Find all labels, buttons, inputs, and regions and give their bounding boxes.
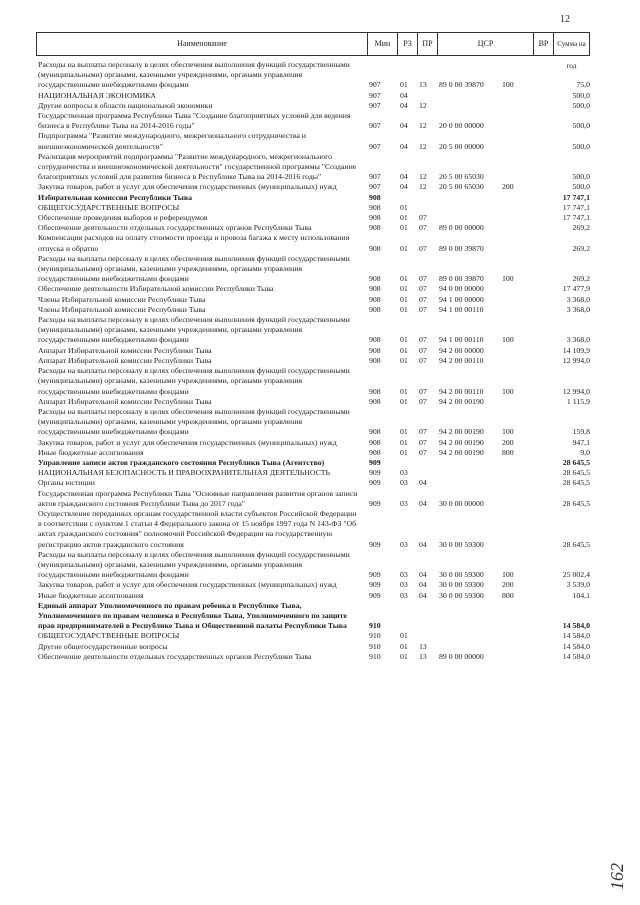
row-min: 909 (369, 478, 381, 488)
row-sum: 1 115,9 (566, 396, 590, 406)
row-rz: 01 (400, 274, 408, 284)
table-row (38, 601, 590, 632)
row-rz: 01 (400, 80, 408, 90)
table-row (38, 550, 590, 581)
row-name: Расходы на выплаты персоналу в целях обеспечения выполнения функций государственными (муниципальными) органами, казенными учреждениями, органами управления государственными внебюджетными фондами (38, 253, 350, 284)
row-pr: 07 (419, 437, 427, 447)
row-min: 908 (369, 427, 381, 437)
row-pr: 12 (419, 182, 427, 192)
row-vr: 100 (502, 274, 514, 284)
row-rz: 04 (400, 121, 408, 131)
row-csr: 94 2 00 00190 (439, 437, 484, 447)
row-sum: 500,0 (572, 100, 590, 110)
row-min: 908 (369, 304, 381, 314)
row-csr: 30 0 00 59300 (439, 590, 484, 600)
row-sum: 500,0 (572, 141, 590, 151)
table-row (38, 397, 590, 407)
row-pr: 07 (419, 355, 427, 365)
row-rz: 01 (400, 243, 408, 253)
row-sum: 159,8 (572, 427, 590, 437)
row-pr: 07 (419, 396, 427, 406)
row-rz: 04 (400, 141, 408, 151)
row-csr: 20 5 00 65030 (439, 182, 484, 192)
row-name: Управление записи актов гражданского состояния Республики Тыва (Агентство) (38, 457, 325, 467)
row-sum: 28 645,5 (562, 468, 590, 478)
table-row (38, 346, 590, 356)
row-rz: 01 (400, 202, 408, 212)
row-pr: 07 (419, 447, 427, 457)
row-name: Обеспечение деятельности отдельных государственных органов Республики Тыва (38, 223, 312, 233)
row-min: 910 (369, 651, 381, 661)
row-rz: 03 (400, 580, 408, 590)
header-rz: РЗ (397, 33, 417, 55)
row-csr: 89 0 00 00000 (439, 651, 484, 661)
row-rz: 03 (400, 478, 408, 488)
row-min: 909 (369, 457, 381, 467)
row-csr: 94 2 00 00110 (439, 355, 484, 365)
row-csr: 30 0 00 59300 (439, 580, 484, 590)
row-name: Закупка товаров, работ и услуг для обеспечения государственных (муниципальных) нужд (38, 580, 337, 590)
row-name: Реализация мероприятий подпрограммы "Развитие международного, межрегионального сотрудничества и внешнеэкономической деятельности" государственной программы "Создание благоприятных условий для развития бизнеса в Республике Тыва на 2014-2016 годы" (38, 151, 357, 182)
row-sum: 3 368,0 (566, 304, 590, 314)
row-rz: 03 (400, 468, 408, 478)
row-pr: 04 (419, 478, 427, 488)
row-min: 907 (369, 182, 381, 192)
row-min: 908 (369, 447, 381, 457)
table-row (38, 193, 590, 203)
row-csr: 94 1 00 00000 (439, 294, 484, 304)
row-csr: 89 0 00 39870 (439, 80, 484, 90)
table-row (38, 631, 590, 641)
row-name: Обеспечение проведения выборов и референдумов (38, 213, 208, 223)
row-name: ОБЩЕГОСУДАРСТВЕННЫЕ ВОПРОСЫ (38, 202, 180, 212)
row-pr: 04 (419, 590, 427, 600)
row-rz: 03 (400, 590, 408, 600)
row-csr: 20 5 00 00000 (439, 141, 484, 151)
row-csr: 94 2 00 00190 (439, 396, 484, 406)
row-sum: 500,0 (572, 172, 590, 182)
row-vr: 200 (502, 580, 514, 590)
row-sum: 17 747,1 (562, 192, 590, 202)
row-vr: 100 (502, 335, 514, 345)
row-rz: 01 (400, 304, 408, 314)
row-csr: 30 0 00 59300 (439, 539, 484, 549)
row-sum: 500,0 (572, 182, 590, 192)
row-sum: 500,0 (572, 121, 590, 131)
row-min: 910 (369, 641, 381, 651)
row-pr: 07 (419, 284, 427, 294)
row-sum: 14 109,9 (562, 345, 590, 355)
row-rz: 01 (400, 335, 408, 345)
table-row (38, 468, 590, 478)
row-pr: 07 (419, 427, 427, 437)
header-name: Наименование (177, 39, 227, 48)
row-rz: 01 (400, 447, 408, 457)
table-row (38, 182, 590, 192)
row-pr: 04 (419, 539, 427, 549)
row-rz: 04 (400, 182, 408, 192)
row-name: Члены Избирательной комиссии Республики Тыва (38, 304, 206, 314)
row-rz: 01 (400, 284, 408, 294)
row-pr: 12 (419, 172, 427, 182)
table-row (38, 60, 590, 91)
row-name: Иные бюджетные ассигнования (38, 447, 144, 457)
row-rz: 01 (400, 631, 408, 641)
row-name: Аппарат Избирательной комиссии Республики Тыва (38, 355, 212, 365)
row-sum: 17 747,1 (562, 202, 590, 212)
row-vr: 800 (502, 590, 514, 600)
table-row (38, 203, 590, 213)
row-csr: 20 0 00 00000 (439, 121, 484, 131)
row-min: 908 (369, 202, 381, 212)
row-csr: 30 0 00 59300 (439, 570, 484, 580)
row-min: 908 (369, 345, 381, 355)
row-min: 908 (369, 335, 381, 345)
row-min: 909 (369, 590, 381, 600)
table-row (38, 101, 590, 111)
row-rz: 01 (400, 427, 408, 437)
row-sum: 28 645,5 (562, 478, 590, 488)
row-name: Единый аппарат Уполномоченного по правам ребенка в Республике Тыва, Уполномоченного по правам человека в Республике Тыва, Уполномоченного по защите прав предпринимателей в Республике Тыва и Общественной палаты Республики Тыва (38, 600, 347, 631)
row-sum: 25 002,4 (562, 570, 590, 580)
row-sum: 14 584,0 (562, 651, 590, 661)
page-number: 12 (560, 14, 570, 25)
row-name: Аппарат Избирательной комиссии Республики Тыва (38, 345, 212, 355)
row-name: НАЦИОНАЛЬНАЯ БЕЗОПАСНОСТЬ И ПРАВООХРАНИТЕЛЬНАЯ ДЕЯТЕЛЬНОСТЬ (38, 468, 331, 478)
row-name: Члены Избирательной комиссии Республики Тыва (38, 294, 206, 304)
row-csr: 89 0 00 00000 (439, 223, 484, 233)
row-pr: 04 (419, 570, 427, 580)
header-sum: Сумма на год (553, 33, 589, 55)
row-rz: 01 (400, 294, 408, 304)
row-rz: 01 (400, 651, 408, 661)
row-min: 910 (369, 621, 381, 631)
table-row (38, 223, 590, 233)
table-row (38, 448, 590, 458)
handwritten-page-mark: 162 (607, 863, 627, 890)
row-name: Избирательная комиссия Республики Тыва (38, 192, 192, 202)
table-row (38, 407, 590, 438)
table-row (38, 131, 590, 151)
row-name: Расходы на выплаты персоналу в целях обеспечения выполнения функций государственными (муниципальными) органами, казенными учреждениями, органами управления государственными внебюджетными фондами (38, 406, 350, 437)
budget-table-body (38, 60, 590, 662)
row-vr: 100 (502, 427, 514, 437)
row-sum: 104,1 (572, 590, 590, 600)
row-rz: 01 (400, 345, 408, 355)
row-name: Расходы на выплаты персоналу в целях обеспечения выполнения функций государственными (муниципальными) органами, казенными учреждениями, органами управления государственными внебюджетными фондами (38, 315, 350, 345)
row-min: 909 (369, 539, 381, 549)
row-pr: 07 (419, 386, 427, 396)
row-name: Обеспечение деятельности Избирательной комиссии Республики Тыва (38, 284, 274, 294)
row-csr: 94 2 00 00190 (439, 427, 484, 437)
row-pr: 07 (419, 213, 427, 223)
header-min: Мин (367, 33, 397, 55)
table-row (38, 111, 590, 131)
row-rz: 01 (400, 386, 408, 396)
row-min: 910 (369, 631, 381, 641)
row-rz: 04 (400, 90, 408, 100)
row-csr: 30 0 00 00000 (439, 498, 484, 508)
row-min: 908 (369, 243, 381, 253)
row-vr: 100 (502, 570, 514, 580)
row-pr: 07 (419, 243, 427, 253)
row-pr: 07 (419, 223, 427, 233)
row-name: Расходы на выплаты персоналу в целях обеспечения выполнения функций государственными (муниципальными) органами, казенными учреждениями, органами управления государственными внебюджетными фондами (38, 366, 350, 396)
row-pr: 07 (419, 294, 427, 304)
row-name: Государственная программа Республики Тыва "Создание благоприятных условий для ведения бизнеса в Республике Тыва на 2014-2016 годы" (38, 111, 351, 131)
header-pr: ПР (417, 33, 437, 55)
row-sum: 9,0 (580, 447, 590, 457)
row-min: 908 (369, 294, 381, 304)
row-csr: 94 2 00 00000 (439, 345, 484, 355)
row-min: 909 (369, 570, 381, 580)
row-name: Расходы на выплаты персоналу в целях обеспечения выполнения функций государственными (муниципальными) органами, казенными учреждениями, органами управления государственными внебюджетными фондами (38, 549, 350, 580)
table-row (38, 509, 590, 550)
row-min: 907 (369, 121, 381, 131)
row-name: Другие общегосударственные вопросы (38, 641, 168, 651)
table-row (38, 489, 590, 509)
row-csr: 89 0 00 39870 (439, 243, 484, 253)
table-row (38, 478, 590, 488)
row-name: Другие вопросы в области национальной экономики (38, 100, 213, 110)
table-row (38, 284, 590, 294)
table-row (38, 580, 590, 590)
row-csr: 94 2 00 00190 (439, 447, 484, 457)
row-pr: 12 (419, 100, 427, 110)
row-pr: 12 (419, 121, 427, 131)
row-rz: 01 (400, 641, 408, 651)
row-min: 907 (369, 80, 381, 90)
row-sum: 500,0 (572, 90, 590, 100)
row-sum: 12 994,0 (562, 386, 590, 396)
row-sum: 269,2 (572, 223, 590, 233)
row-rz: 01 (400, 223, 408, 233)
row-vr: 200 (502, 437, 514, 447)
row-min: 907 (369, 100, 381, 110)
row-vr: 100 (502, 386, 514, 396)
table-row (38, 305, 590, 315)
header-vr: ВР (533, 33, 553, 55)
row-rz: 01 (400, 213, 408, 223)
table-row (38, 254, 590, 285)
row-vr: 200 (502, 182, 514, 192)
row-min: 908 (369, 213, 381, 223)
row-sum: 14 584,0 (562, 631, 590, 641)
row-sum: 947,1 (572, 437, 590, 447)
row-rz: 03 (400, 570, 408, 580)
row-rz: 01 (400, 355, 408, 365)
row-pr: 07 (419, 304, 427, 314)
row-name: Осуществление переданных органам государственной власти субъектов Российской Федерации в соответствии с пунктом 1 статьи 4 Федерального закона от 15 ноября 1997 года N 143-ФЗ "Об актах гражданского состояния" полномочий Российской Федерации на государственную регистрацию актов гражданского состояния (38, 508, 357, 549)
row-rz: 04 (400, 100, 408, 110)
header-csr: ЦСР (437, 33, 533, 55)
table-row (38, 642, 590, 652)
row-pr: 13 (419, 641, 427, 651)
row-sum: 269,2 (572, 274, 590, 284)
row-vr: 100 (502, 80, 514, 90)
row-name: Иные бюджетные ассигнования (38, 590, 144, 600)
row-min: 907 (369, 172, 381, 182)
row-name: Расходы на выплаты персоналу в целях обеспечения выполнения функций государственными (муниципальными) органами, казенными учреждениями, органами управления государственными внебюджетными фондами (38, 60, 350, 90)
row-sum: 28 645,5 (562, 457, 590, 467)
row-pr: 07 (419, 335, 427, 345)
row-sum: 17 747,1 (562, 213, 590, 223)
row-sum: 75,0 (576, 80, 590, 90)
table-row (38, 152, 590, 183)
row-csr: 94 1 00 00110 (439, 335, 484, 345)
row-csr: 20 5 00 65030 (439, 172, 484, 182)
row-pr: 12 (419, 141, 427, 151)
row-name: НАЦИОНАЛЬНАЯ ЭКОНОМИКА (38, 90, 157, 100)
table-row (38, 233, 590, 253)
row-sum: 14 584,0 (562, 621, 590, 631)
row-min: 908 (369, 274, 381, 284)
table-row (38, 458, 590, 468)
row-min: 909 (369, 498, 381, 508)
row-rz: 03 (400, 539, 408, 549)
row-name: Подпрограмма "Развитие международного, межрегионального сотрудничества и внешнеэкономической деятельности" (38, 131, 306, 151)
row-rz: 03 (400, 498, 408, 508)
row-sum: 12 994,0 (562, 355, 590, 365)
row-pr: 04 (419, 498, 427, 508)
row-sum: 17 477,9 (562, 284, 590, 294)
row-pr: 04 (419, 580, 427, 590)
table-row (38, 652, 590, 662)
row-sum: 3 368,0 (566, 335, 590, 345)
table-row (38, 91, 590, 101)
table-row (38, 315, 590, 346)
row-name: ОБЩЕГОСУДАРСТВЕННЫЕ ВОПРОСЫ (38, 631, 180, 641)
row-pr: 13 (419, 80, 427, 90)
row-name: Компенсация расходов на оплату стоимости проезда и провоза багажа к месту использования отпуска и обратно (38, 233, 350, 253)
row-sum: 269,2 (572, 243, 590, 253)
row-min: 908 (369, 223, 381, 233)
table-row (38, 295, 590, 305)
row-rz: 01 (400, 437, 408, 447)
table-row (38, 366, 590, 397)
row-sum: 3 368,0 (566, 294, 590, 304)
row-pr: 07 (419, 274, 427, 284)
table-row (38, 356, 590, 366)
row-min: 908 (369, 192, 381, 202)
row-rz: 01 (400, 396, 408, 406)
row-min: 908 (369, 386, 381, 396)
row-csr: 89 0 00 39870 (439, 274, 484, 284)
row-name: Обеспечение деятельности отдельных государственных органов Республики Тыва (38, 651, 312, 661)
table-row (38, 438, 590, 448)
row-csr: 94 0 00 00000 (439, 284, 484, 294)
row-min: 907 (369, 90, 381, 100)
row-min: 908 (369, 396, 381, 406)
row-rz: 04 (400, 172, 408, 182)
row-sum: 28 645,5 (562, 539, 590, 549)
row-vr: 800 (502, 447, 514, 457)
row-name: Аппарат Избирательной комиссии Республики Тыва (38, 396, 212, 406)
row-sum: 28 645,5 (562, 498, 590, 508)
row-sum: 14 584,0 (562, 641, 590, 651)
row-min: 908 (369, 284, 381, 294)
row-sum: 3 539,0 (566, 580, 590, 590)
row-min: 907 (369, 141, 381, 151)
row-name: Закупка товаров, работ и услуг для обеспечения государственных (муниципальных) нужд (38, 182, 337, 192)
row-name: Органы юстиции (38, 478, 95, 488)
row-min: 909 (369, 468, 381, 478)
table-row (38, 213, 590, 223)
row-csr: 94 1 00 00110 (439, 304, 484, 314)
row-csr: 94 2 00 00110 (439, 386, 484, 396)
table-header (36, 32, 590, 70)
row-pr: 13 (419, 651, 427, 661)
row-pr: 07 (419, 345, 427, 355)
row-name: Закупка товаров, работ и услуг для обеспечения государственных (муниципальных) нужд (38, 437, 337, 447)
row-name: Государственная программа Республики Тыва "Основные направления развития органов записи актов гражданского состояния Республики Тыва до 2017 года" (38, 488, 358, 508)
table-row (38, 591, 590, 601)
row-min: 908 (369, 355, 381, 365)
row-min: 908 (369, 437, 381, 447)
row-min: 909 (369, 580, 381, 590)
